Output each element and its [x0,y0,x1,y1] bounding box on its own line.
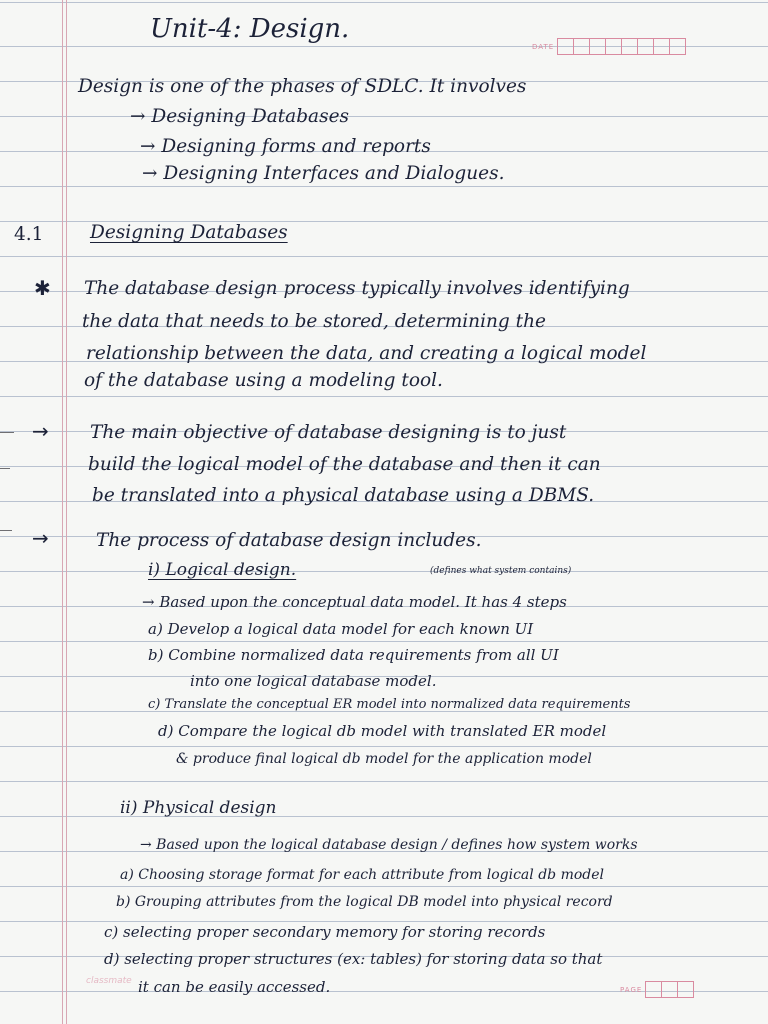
logical-step: a) Develop a logical data model for each known UI [148,620,534,638]
logical-step: d) Compare the logical db model with translated ER model [158,722,607,740]
arrow-bullet-icon: → [32,419,49,443]
date-cell [621,38,638,55]
physical-step: c) selecting proper secondary memory for storing records [104,923,546,941]
intro-line: Design is one of the phases of SDLC. It involves [78,76,527,97]
edge-tick [0,432,14,433]
page-title: Unit-4: Design. [150,14,350,44]
date-cell [573,38,590,55]
date-cell [637,38,654,55]
arrow-bullet-icon: → [32,526,49,550]
physical-step: b) Grouping attributes from the logical DB model into physical record [116,894,613,910]
logical-step: & produce final logical db model for the application model [176,751,592,767]
paragraph-line: The process of database design includes. [96,530,482,551]
paragraph-line: relationship between the data, and creating a logical model [86,343,647,364]
date-label: DATE [532,42,555,51]
logical-based-line: → Based upon the conceptual data model. It has 4 steps [142,593,567,611]
physical-based-line: → Based upon the logical database design / defines how system works [140,837,638,853]
date-cell [653,38,670,55]
margin-line [66,0,67,1024]
page-number-box [620,981,693,998]
edge-tick [0,530,12,531]
intro-item: → Designing Databases [130,106,350,127]
date-cell [589,38,606,55]
paragraph-line: the data that needs to be stored, determining the [82,311,546,332]
paragraph-line: build the logical model of the database and then it can [88,454,601,475]
brand-logo: classmate [86,976,132,986]
physical-step: a) Choosing storage format for each attribute from logical db model [120,867,605,883]
page-cell [645,981,662,998]
paragraph-line: be translated into a physical database using a DBMS. [92,485,595,506]
logical-design-note: (defines what system contains) [430,566,572,576]
intro-item: → Designing forms and reports [140,136,431,157]
section-number: 4.1 [14,224,44,245]
asterisk-bullet-icon: ✱ [34,276,51,300]
date-cell [605,38,622,55]
paragraph-line: of the database using a modeling tool. [84,370,443,391]
page-cell [677,981,694,998]
edge-tick [0,468,10,469]
section-heading: Designing Databases [90,222,288,243]
margin-line [62,0,63,1024]
intro-item: → Designing Interfaces and Dialogues. [142,163,505,184]
logical-step: c) Translate the conceptual ER model into normalized data requirements [148,697,631,712]
paragraph-line: The main objective of database designing is to just [90,422,567,443]
physical-design-title: ii) Physical design [120,798,277,818]
date-box [532,38,685,55]
physical-step: d) selecting proper structures (ex: tables) for storing data so that [104,950,603,968]
page-label: PAGE [620,985,643,994]
logical-design-title: i) Logical design. [148,560,297,580]
page-cell [661,981,678,998]
logical-step: into one logical database model. [190,672,437,690]
date-cell [669,38,686,55]
paragraph-line: The database design process typically involves identifying [84,278,630,299]
logical-step: b) Combine normalized data requirements from all UI [148,646,559,664]
physical-step: it can be easily accessed. [138,978,331,996]
date-cell [557,38,574,55]
